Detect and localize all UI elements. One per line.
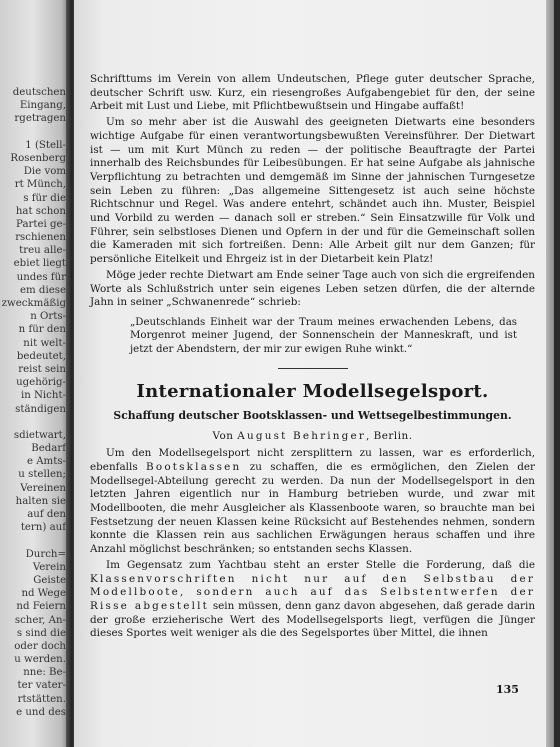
previous-page-line: e Amts- (26, 456, 66, 468)
previous-page-line: scher, An- (14, 614, 66, 626)
previous-page-line: treu alle- (19, 245, 66, 257)
previous-page-line: nne: Be- (23, 667, 66, 679)
previous-page-line: bedeutet, (16, 350, 66, 362)
previous-page-line (0, 126, 66, 139)
previous-page-line: nit welt- (23, 337, 66, 349)
previous-page-line (0, 534, 66, 547)
article-heading: Internationaler Modellsegelsport. (136, 381, 489, 403)
previous-page-line: nd Wege (21, 588, 66, 600)
previous-page-line: Die vom (23, 166, 66, 178)
previous-page-text-fragments (0, 86, 66, 719)
previous-page-line: s sind die (16, 627, 66, 639)
paragraph-jahn-intro: Möge jeder rechte Dietwart am Ende seiner Tage auch von sich die ergreifenden Worte als Schlußstrich unter sein eigenes Leben setzen dürfen, die der alternde Jahn in seiner „Schwanenrede“ schrieb: (90, 268, 535, 309)
para5-spaced-term: Klassenvorschriften nicht nur auf den Selbstbau der Modellboote, sondern auch auf das Selbstentwerfen der Risse abgestellt (90, 572, 535, 612)
previous-page-line: in Nicht- (20, 390, 66, 402)
previous-page-line: auf den (27, 509, 66, 520)
author-prefix: Von (212, 430, 238, 443)
previous-page-line: Durch= (25, 548, 66, 560)
article-author-line (90, 429, 535, 443)
previous-page-line: rschienen (15, 232, 66, 244)
previous-page-line: u stellen; (18, 469, 66, 481)
page-content (90, 73, 535, 641)
para4-spaced-term: Bootsklassen (146, 460, 242, 473)
page-right-edge (546, 0, 554, 747)
paragraph-dietwart-selection: Um so mehr aber ist die Auswahl des geeigneten Dietwarts eine besonders wichtige Aufgabe für einen verantwortungsbewußten Vereinsführer. Der Dietwart ist — um mit Kurt Münch zu reden — der politische Beauftragte der Partei innerhalb des Reichsbundes für Leibesübungen. Er hat seine Aufgabe als jahnische Verpflichtung zu betrachten und demgemäß im Sinne der jahnischen Turngesetze sein Leben zu führen: „Das allgemeine Sittengesetz ist auch seine höchste Richtschnur und Regel. Was andere entehrt, schändet auch ihn. Muster, Beispiel und Vorbild zu werden — danach soll er streben.“ Sein Einsatzwille für Volk und Führer, sein selbstloses Dienen und Opfern in der und für die Gemeinschaft sollen die Kameraden mit sich fortreißen. Denn: Alle Arbeit gilt nur dem Ganzen; für persönliche Eitelkeit und Ehrgeiz ist in der Dietarbeit kein Platz! (90, 116, 535, 266)
para5-text-b: sein müssen, denn ganz davon abgesehen, daß gerade darin der große erzieherische Wert des Modellsegelsports liegt, verfügen die Jünger dieses Sportes weit weniger als die des Segelsportes über Mittel, die ihnen (90, 599, 536, 640)
author-name: August Behringer (237, 430, 367, 443)
jahn-quote: „Deutschlands Einheit war der Traum meines erwachenden Lebens, das Morgenrot meiner Jugend, der Sonnenschein der Manneskraft, und ist jetzt der Abendstern, der mir zur ewigen Ruhe winkt.“ (130, 316, 517, 355)
previous-page-line: Rosenberg (10, 152, 66, 164)
previous-page-line: reist sein (18, 363, 66, 375)
previous-page-line: n für den (18, 324, 66, 336)
previous-page-line: undes für (16, 271, 66, 283)
previous-page-line: zweckmäßig (1, 298, 66, 309)
previous-page-line: s für die (23, 192, 66, 204)
paragraph-boat-classes (90, 447, 535, 557)
previous-page-edge (0, 0, 72, 747)
previous-page-line: ter vater- (17, 680, 66, 692)
previous-page-line: halten sie (15, 495, 66, 507)
previous-page-line: rt Münch, (14, 179, 66, 191)
article-subheading: Schaffung deutscher Bootsklassen- und Wettsegelbestimmungen. (113, 409, 512, 423)
page-number: 135 (496, 683, 519, 696)
para4-text-a: Um den Modellsegelsport nicht zersplittern zu lassen, war es erforderlich, ebenfalls (90, 447, 535, 473)
previous-page-line: em diese (20, 284, 66, 296)
previous-page-line (0, 416, 66, 429)
previous-page-line: ebiet liegt (13, 258, 66, 270)
previous-page-line: Eingang, (19, 100, 66, 112)
previous-page-line: hat schon (15, 205, 66, 217)
paragraph-dietwart-tasks: Schrifttums im Verein von allem Undeutschen, Pflege guter deutscher Sprache, deutscher Schrift usw. Kurz, ein riesengroßes Aufgabengebiet für den, der seine Arbeit mit Lust und Liebe, mit Pflichtbewußtsein und Hingabe auffaßt! (90, 73, 535, 113)
previous-page-line: tern) auf (20, 522, 66, 534)
previous-page-line: Bedarf (31, 443, 66, 455)
previous-page-line: Partei ge- (16, 218, 66, 230)
previous-page-line: Verein (32, 561, 66, 573)
previous-page-line: rgetragen (14, 113, 66, 125)
para4-text-b: zu schaffen, die es ermöglichen, den Zielen der Modellsegel-Abteilung gerecht zu werden. Da nun der Modellsegelsport in den letzten Jahren eigentlich nur in Hamburg betrieben wurde, und zwar mit Modellbooten, die mehr Ausgleicher als Klassenboote waren, so brauchte man bei Festsetzung der neuen Klassen keine Rücksicht auf Bestehendes nehmen, sondern konnte die Klassen rein aus sachlichen Erwägungen heraus schaffen und ihre Anzahl möglichst beschränken; so entstanden sechs Klassen. (90, 460, 535, 556)
para5-text-a: Im Gegensatz zum Yachtbau steht an erster Stelle die Forderung, daß die (106, 558, 535, 571)
previous-page-line: ständigen (15, 403, 66, 415)
previous-page-line: sdietwart, (13, 429, 66, 441)
previous-page-line: oder doch (14, 640, 66, 652)
previous-page-line: e und des (16, 706, 66, 718)
previous-page-line: rtstätten. (17, 693, 66, 705)
previous-page-line: 1 (Stell- (25, 139, 66, 151)
previous-page-line: u werden. (14, 654, 66, 666)
book-page (74, 0, 554, 747)
previous-page-line: nd Feiern (16, 601, 66, 613)
previous-page-line: Geiste (33, 574, 66, 586)
previous-page-line: Vereinen (20, 482, 66, 494)
previous-page-line: ugehörig- (16, 377, 66, 389)
section-divider (278, 368, 348, 369)
previous-page-line: deutschen (12, 87, 66, 98)
previous-page-line: n Orts- (30, 311, 66, 323)
author-suffix: , Berlin. (366, 430, 413, 443)
paragraph-class-rules (90, 559, 535, 641)
